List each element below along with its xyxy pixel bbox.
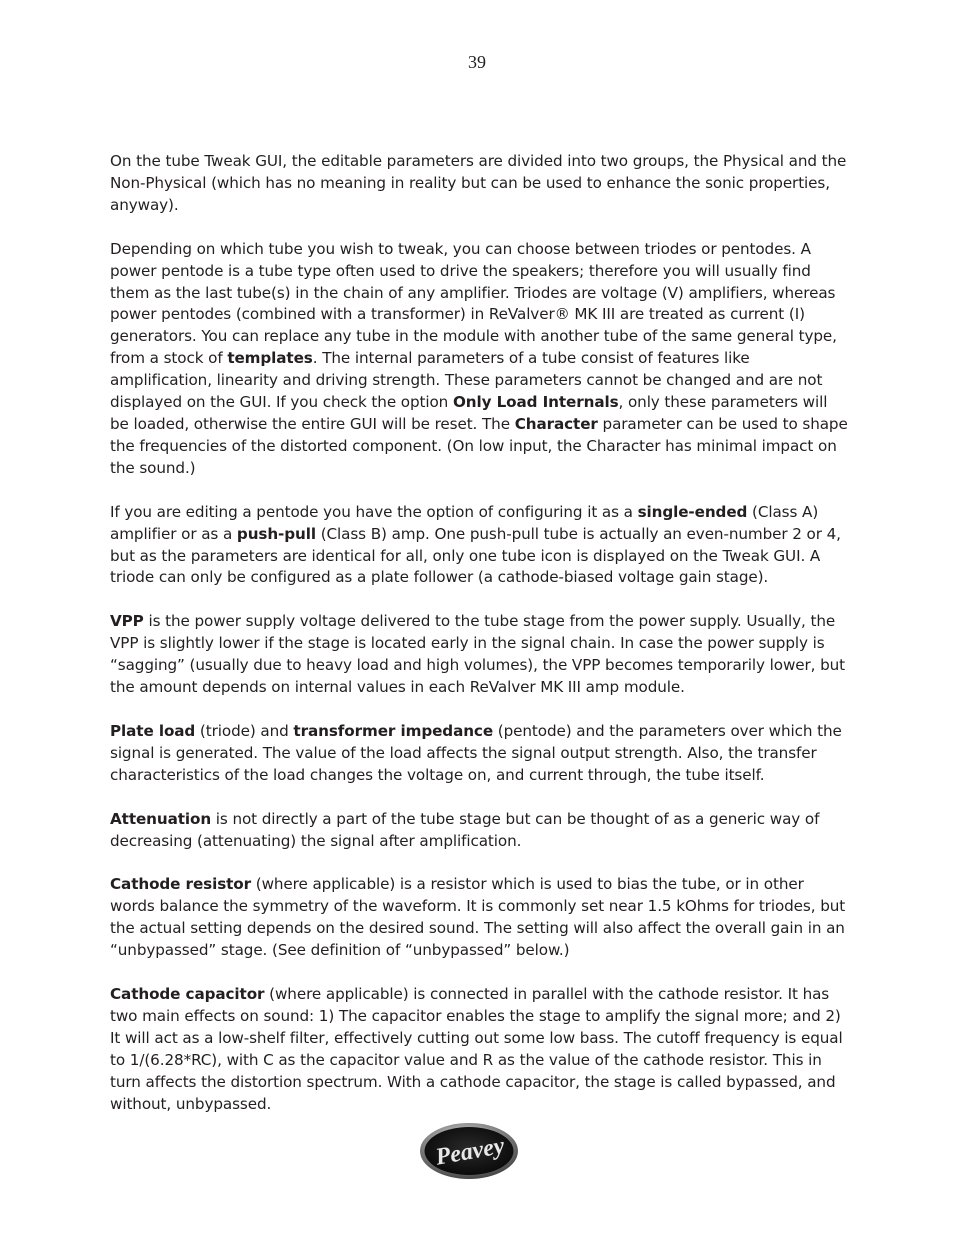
text-run: (Class A) amplifier or as a	[110, 502, 819, 543]
bold-term: Character	[514, 414, 598, 433]
text-run: is the power supply voltage delivered to the tube stage from the power supply. Usually, the VPP is slightly lower if the stage is located early in the signal chain. In case the power supply is “sagging” (usually due to heavy load and high volumes), the VPP becomes temporarily lower, but the amount depends on internal values in each ReValver MK III amp module.	[110, 612, 846, 697]
text-run: (Class B) amp. One push-pull tube is actually an even-number 2 or 4, but as the parameters are identical for all, only one tube icon is displayed on the Tweak GUI. A triode can only be configured as a plate follower (a cathode-biased voltage gain stage).	[110, 524, 841, 587]
bold-term: Plate load	[110, 721, 196, 740]
bold-term: single-ended	[637, 502, 748, 521]
text-run: If you are editing a pentode you have the option of configuring it as a	[110, 502, 638, 521]
bold-term: templates	[227, 349, 313, 368]
text-run: . The internal parameters of a tube consist of features like amplification, linearity and driving strength. These parameters cannot be changed and are not displayed on the GUI. If you check the option	[110, 349, 823, 412]
bold-term: Cathode capacitor	[110, 985, 265, 1004]
logo-text: Peavey	[433, 1133, 507, 1171]
text-run: (where applicable) is a resistor which is used to bias the tube, or in other words balance the symmetry of the waveform. It is commonly set near 1.5 kOhms for triodes, but the actual setting depends on the desired sound. The setting will also affect the overall gain in an “unbypassed” stage. (See definition of “unbypassed” below.)	[110, 875, 846, 960]
paragraph-triodes-pentodes	[110, 239, 850, 480]
text-run: On the tube Tweak GUI, the editable parameters are divided into two groups, the Physical and the Non-Physical (which has no meaning in reality but can be used to enhance the sonic properties, anyway).	[110, 152, 847, 214]
bold-term: push-pull	[236, 524, 316, 543]
paragraph-vpp	[110, 611, 850, 699]
paragraph-plate-load	[110, 721, 850, 787]
text-run: , only these parameters will be loaded, otherwise the entire GUI will be reset. The	[110, 393, 828, 433]
text-run: is not directly a part of the tube stage but can be thought of as a generic way of decreasing (attenuating) the signal after amplification.	[110, 809, 820, 850]
bold-term: Attenuation	[110, 809, 212, 828]
text-run: (where applicable) is connected in parallel with the cathode resistor. It has two main effects on sound: 1) The capacitor enables the stage to amplify the signal more; and 2) It will act as a low-shelf filter, effectively cutting out some low bass. The cutoff frequency is equal to 1/(6.28*RC), with C as the capacitor value and R as the value of the cathode resistor. This in turn affects the distortion spectrum. With a cathode capacitor, the stage is called bypassed, and without, unbypassed.	[110, 985, 843, 1113]
text-run: (triode) and	[195, 721, 294, 740]
bold-term: Cathode resistor	[110, 875, 252, 894]
bold-term: Only Load Internals	[452, 393, 619, 412]
bold-term: transformer impedance	[293, 721, 494, 740]
peavey-logo-icon	[419, 1122, 519, 1180]
paragraph-parameter-groups	[110, 151, 850, 217]
bold-term: VPP	[110, 612, 144, 631]
paragraph-attenuation	[110, 809, 850, 853]
paragraph-cathode-resistor	[110, 874, 850, 962]
page-number: 39	[468, 52, 486, 72]
text-run: (pentode) and the parameters over which the signal is generated. The value of the load affects the signal output strength. Also, the transfer characteristics of the load changes the voltage on, and current through, the tube itself.	[110, 721, 842, 784]
text-run: Depending on which tube you wish to tweak, you can choose between triodes or pentodes. A power pentode is a tube type often used to drive the speakers; therefore you will usually find them as the last tube(s) in the chain of any amplifier. Triodes are voltage (V) amplifiers, whereas power pentodes (combined with a transformer) in ReValver® MK III are treated as current (I) generators. You can replace any tube in the module with another tube of the same general type, from a stock of	[110, 239, 837, 368]
paragraph-cathode-capacitor	[110, 984, 850, 1115]
body-text	[110, 151, 850, 1138]
text-run: parameter can be used to shape the frequencies of the distorted component. (On low input, the Character has minimal impact on the sound.)	[110, 414, 848, 477]
paragraph-pentode-configuration	[110, 502, 850, 590]
